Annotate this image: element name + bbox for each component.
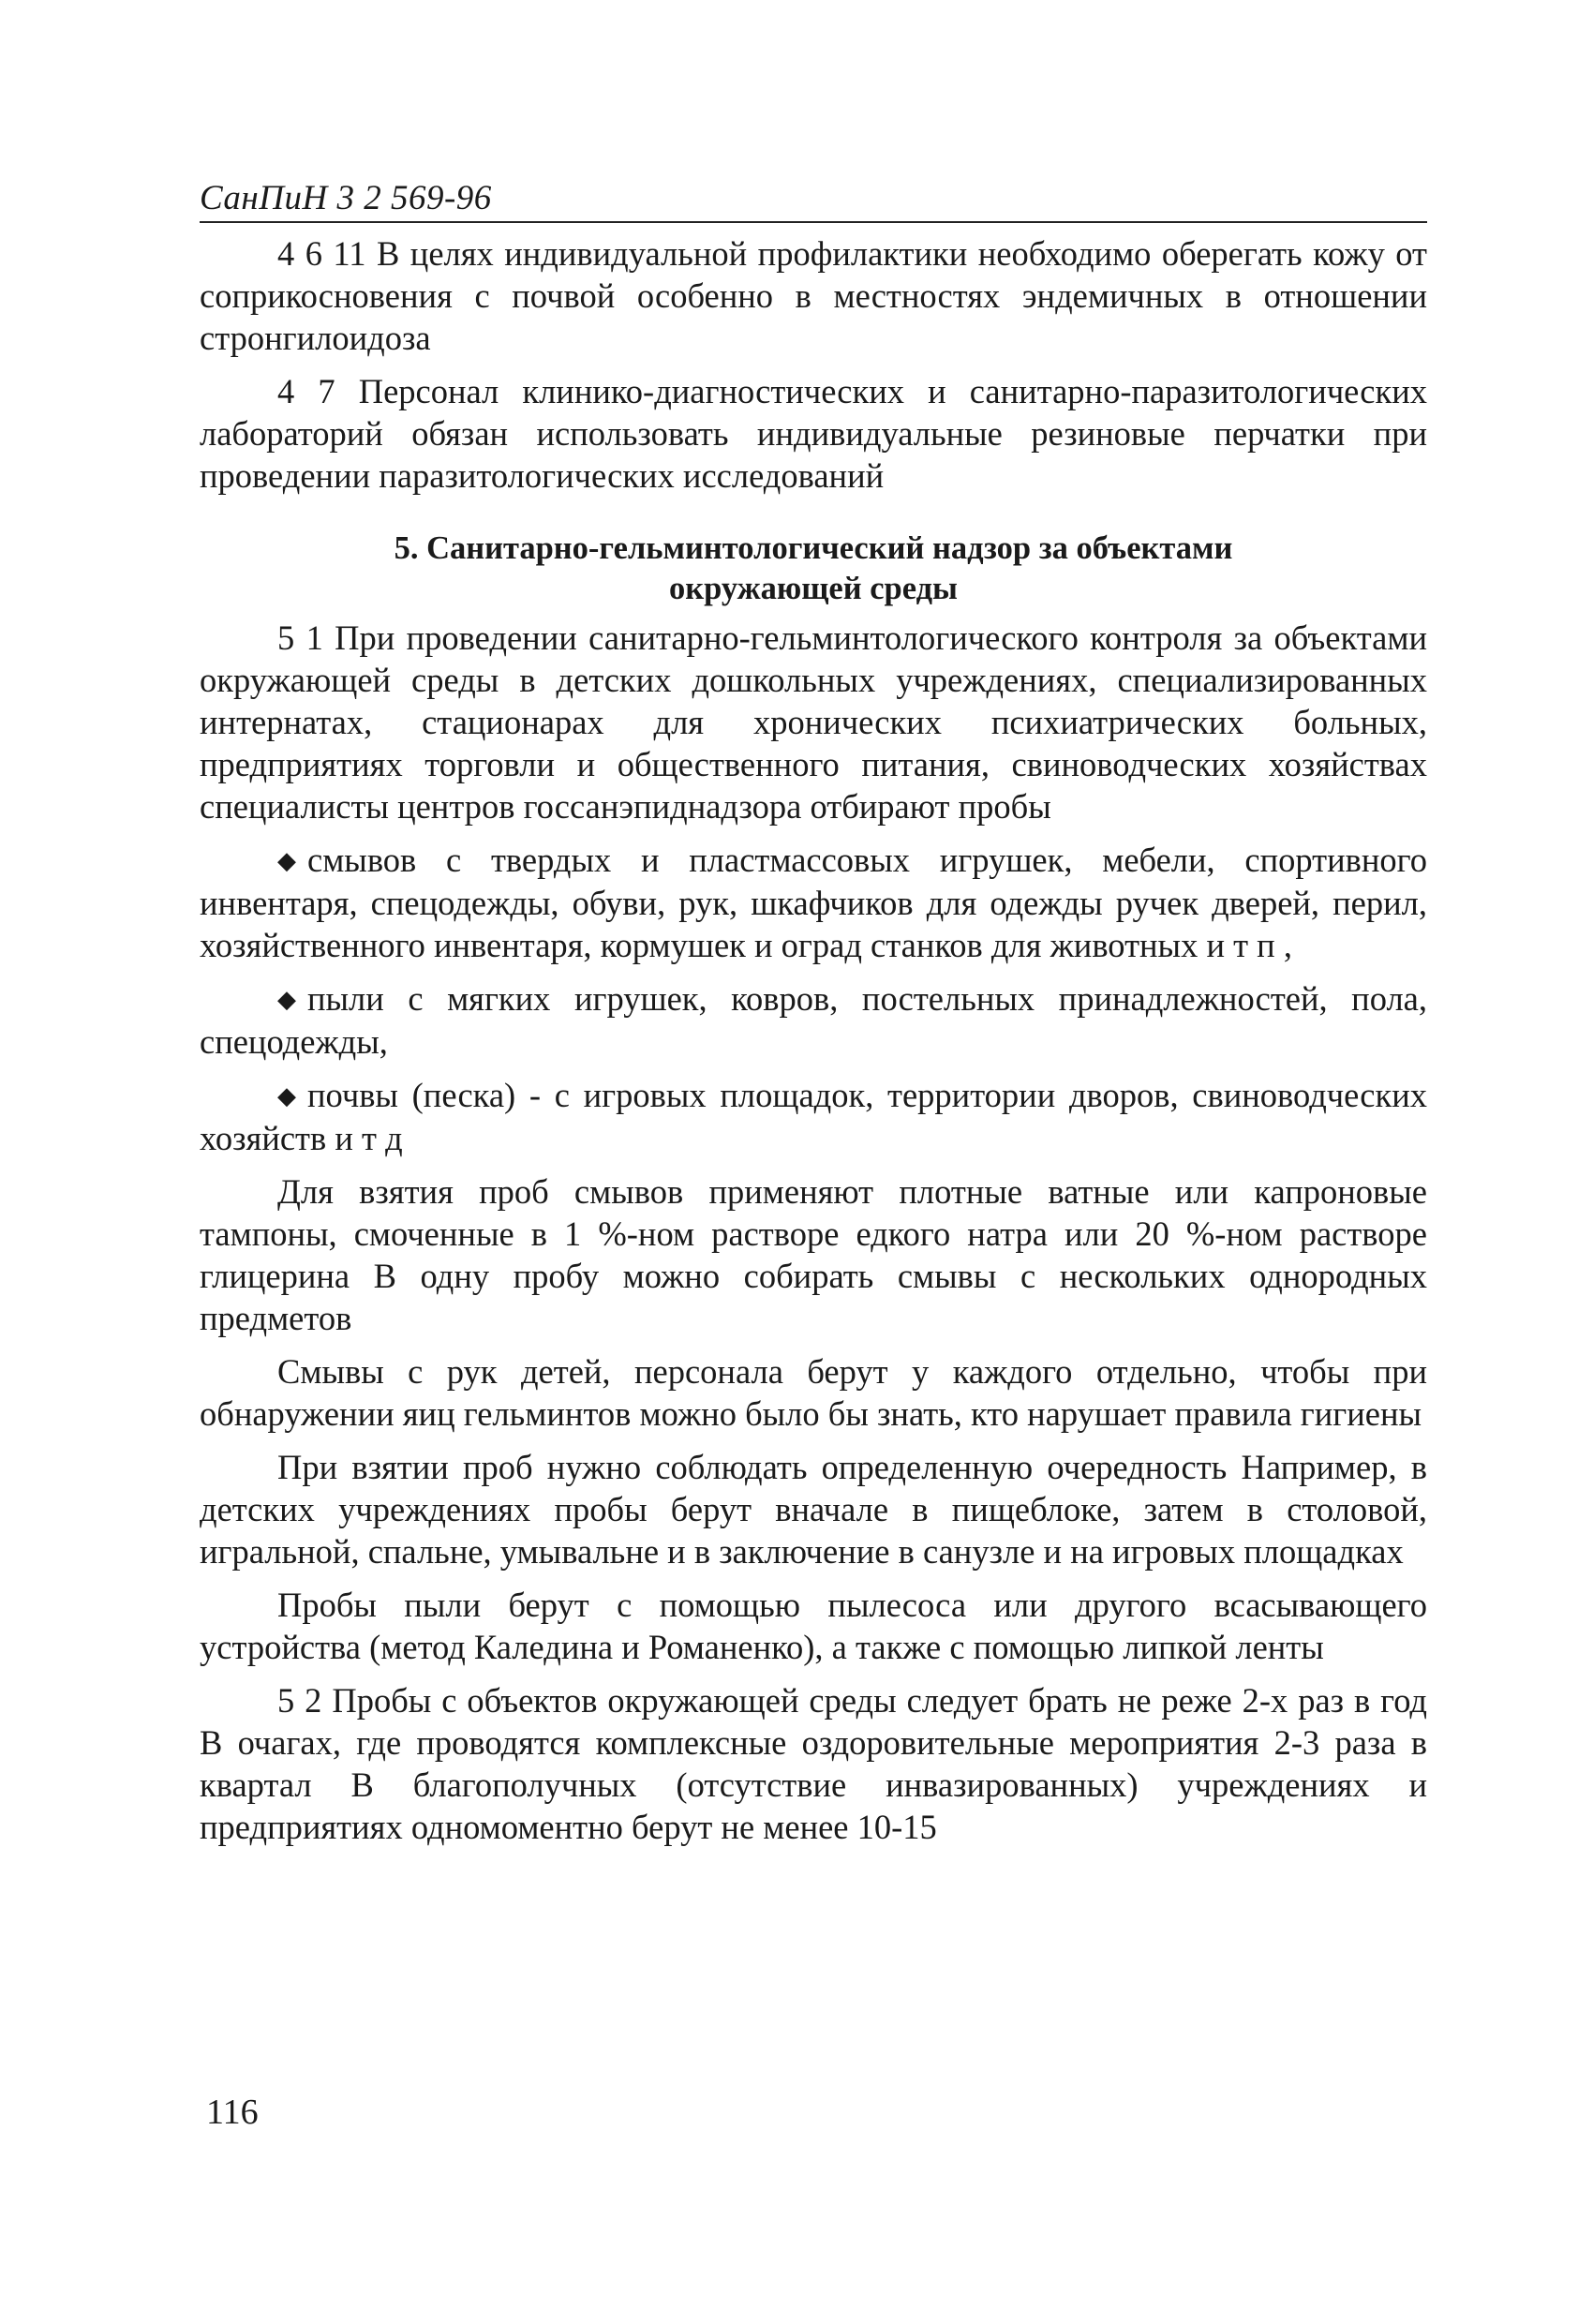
paragraph-sampling-order: При взятии проб нужно соблюдать определенную очередность Например, в детских учреждениях пробы берут вначале в пищеблоке, затем в столовой, игральной, спальне, умывальне и в заключение в санузле и на игровых площадках <box>200 1448 1427 1571</box>
paragraph-4-6-11: 4 6 11 В целях индивидуальной профилактики необходимо оберегать кожу от соприкосновения с почвой особенно в местностях эндемичных в отношении стронгилоидоза <box>200 234 1427 357</box>
section-heading <box>200 529 1427 609</box>
list-item-dust <box>200 977 1427 1063</box>
paragraph-4-7: 4 7 Персонал клинико-диагностических и санитарно-паразитологических лабораторий обязан использовать индивидуальные резиновые перчатки при проведении паразитологических исследований <box>200 372 1427 495</box>
list-item-text: смывов с твердых и пластмассовых игрушек, мебели, спортивного инвентаря, спецодежды, обуви, рук, шкафчиков для одежды ручек дверей, перил, хозяйственного инвентаря, кормушек и оград станков для животных и т п , <box>200 841 1427 964</box>
page-number: 116 <box>206 2093 259 2132</box>
diamond-bullet-icon: ◆ <box>277 1082 296 1110</box>
diamond-bullet-icon: ◆ <box>277 847 296 874</box>
list-item-text: пыли с мягких игрушек, ковров, постельных принадлежностей, пола, спецодежды, <box>200 979 1427 1061</box>
list-item-swabs <box>200 839 1427 966</box>
section-heading-line-2: окружающей среды <box>669 571 958 606</box>
paragraph-5-1: 5 1 При проведении санитарно-гельминтологического контроля за объектами окружающей среды в детских дошкольных учреждениях, специализированных интернатах, стационарах для хронических психиатрических больных, предприятиях торговли и общественного питания, свиноводческих хозяйствах специалисты центров госсанэпиднадзора отбирают пробы <box>200 618 1427 826</box>
list-item-soil <box>200 1074 1427 1159</box>
section-heading-line-1: 5. Санитарно-гельминтологический надзор за объектами <box>394 530 1233 566</box>
paragraph-swab-method: Для взятия проб смывов применяют плотные ватные или капроновые тампоны, смоченные в 1 %-ном растворе едкого натра или 20 %-ном растворе глицерина В одну пробу можно собирать смывы с нескольких однородных предметов <box>200 1172 1427 1337</box>
running-header: СанПиН 3 2 569-96 <box>200 178 1427 223</box>
paragraph-dust-sampling: Пробы пыли берут с помощью пылесоса или другого всасывающего устройства (метод Каледина и Романенко), а также с помощью липкой ленты <box>200 1586 1427 1666</box>
diamond-bullet-icon: ◆ <box>277 986 296 1013</box>
paragraph-5-2: 5 2 Пробы с объектов окружающей среды следует брать не реже 2-х раз в год В очагах, где проводятся комплексные оздоровительные мероприятия 2-3 раза в квартал В благополучных (отсутствие инвазированных) учреждениях и предприятиях одномоментно берут не менее 10-15 <box>200 1681 1427 1846</box>
document-page <box>200 178 1427 1859</box>
paragraph-hand-swabs: Смывы с рук детей, персонала берут у каждого отдельно, чтобы при обнаружении яиц гельминтов можно было бы знать, кто нарушает правила гигиены <box>200 1352 1427 1433</box>
list-item-text: почвы (песка) - с игровых площадок, территории дворов, свиноводческих хозяйств и т д <box>200 1076 1427 1157</box>
